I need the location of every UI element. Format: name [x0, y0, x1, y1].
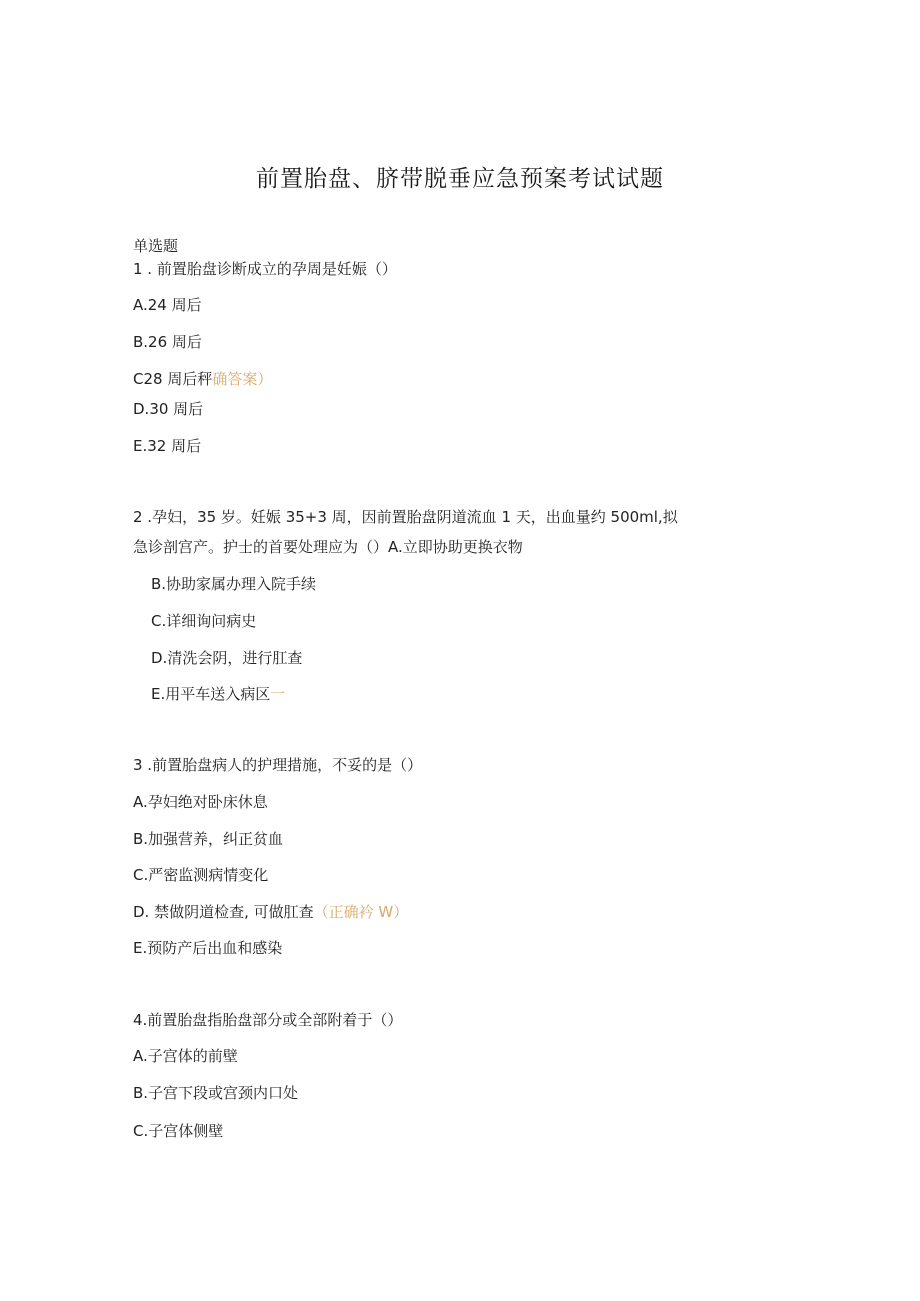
section-heading: 单选题: [133, 237, 179, 255]
question-3-option-c: C.严密监测病情变化: [133, 866, 269, 884]
question-1-option-d: D.30 周后: [133, 400, 204, 418]
correct-answer-mark: 一: [270, 685, 286, 703]
question-2-option-c: C.详细询问病史: [151, 612, 257, 630]
question-3-option-e: E.预防产后出血和感染: [133, 939, 283, 957]
question-4-option-c: C.子宫体侧壁: [133, 1122, 224, 1140]
question-4-option-b: B.子宫下段或宫颈内口处: [133, 1084, 299, 1102]
correct-answer-mark: （正确衿 W）: [313, 903, 409, 921]
correct-answer-mark: 确答案）: [212, 370, 273, 388]
question-2-option-d: D.清洗会阴，进行肛查: [151, 649, 303, 667]
question-2-stem-line-1: 2 .孕妇，35 岁。妊娠 35+3 周，因前置胎盘阴道流血 1 天，出血量约 500ml,拟: [133, 508, 678, 526]
question-1-stem: 1 . 前置胎盘诊断成立的孕周是妊娠（）: [133, 260, 397, 278]
question-2-option-e: [151, 684, 285, 704]
question-2-stem-line-2: 急诊剖宫产。护士的首要处理应为（）A.立即协助更换衣物: [133, 538, 523, 556]
option-d-text: D. 禁做阴道检查, 可做肛查: [133, 903, 314, 921]
question-3-stem: 3 .前置胎盘病人的护理措施，不妥的是（）: [133, 756, 423, 774]
question-1-option-e: E.32 周后: [133, 437, 202, 455]
question-3-option-b: B.加强营养，纠正贫血: [133, 830, 284, 848]
question-4-stem: 4.前置胎盘指胎盘部分或全部附着于（）: [133, 1011, 403, 1029]
option-e-text: E.用平车送入病区: [151, 685, 271, 703]
question-1-option-c: [133, 369, 272, 389]
question-3-option-a: A.孕妇绝对卧床休息: [133, 793, 268, 811]
question-2-option-b: B.协助家属办理入院手续: [151, 575, 317, 593]
option-c-text: C28 周后秤: [133, 370, 213, 388]
question-3-option-d: [133, 902, 408, 922]
question-4-option-a: A.子宫体的前壁: [133, 1047, 238, 1065]
question-1-option-a: A.24 周后: [133, 296, 202, 314]
question-1-option-b: B.26 周后: [133, 333, 202, 351]
page-title: 前置胎盘、脐带脱垂应急预案考试试题: [256, 166, 664, 192]
